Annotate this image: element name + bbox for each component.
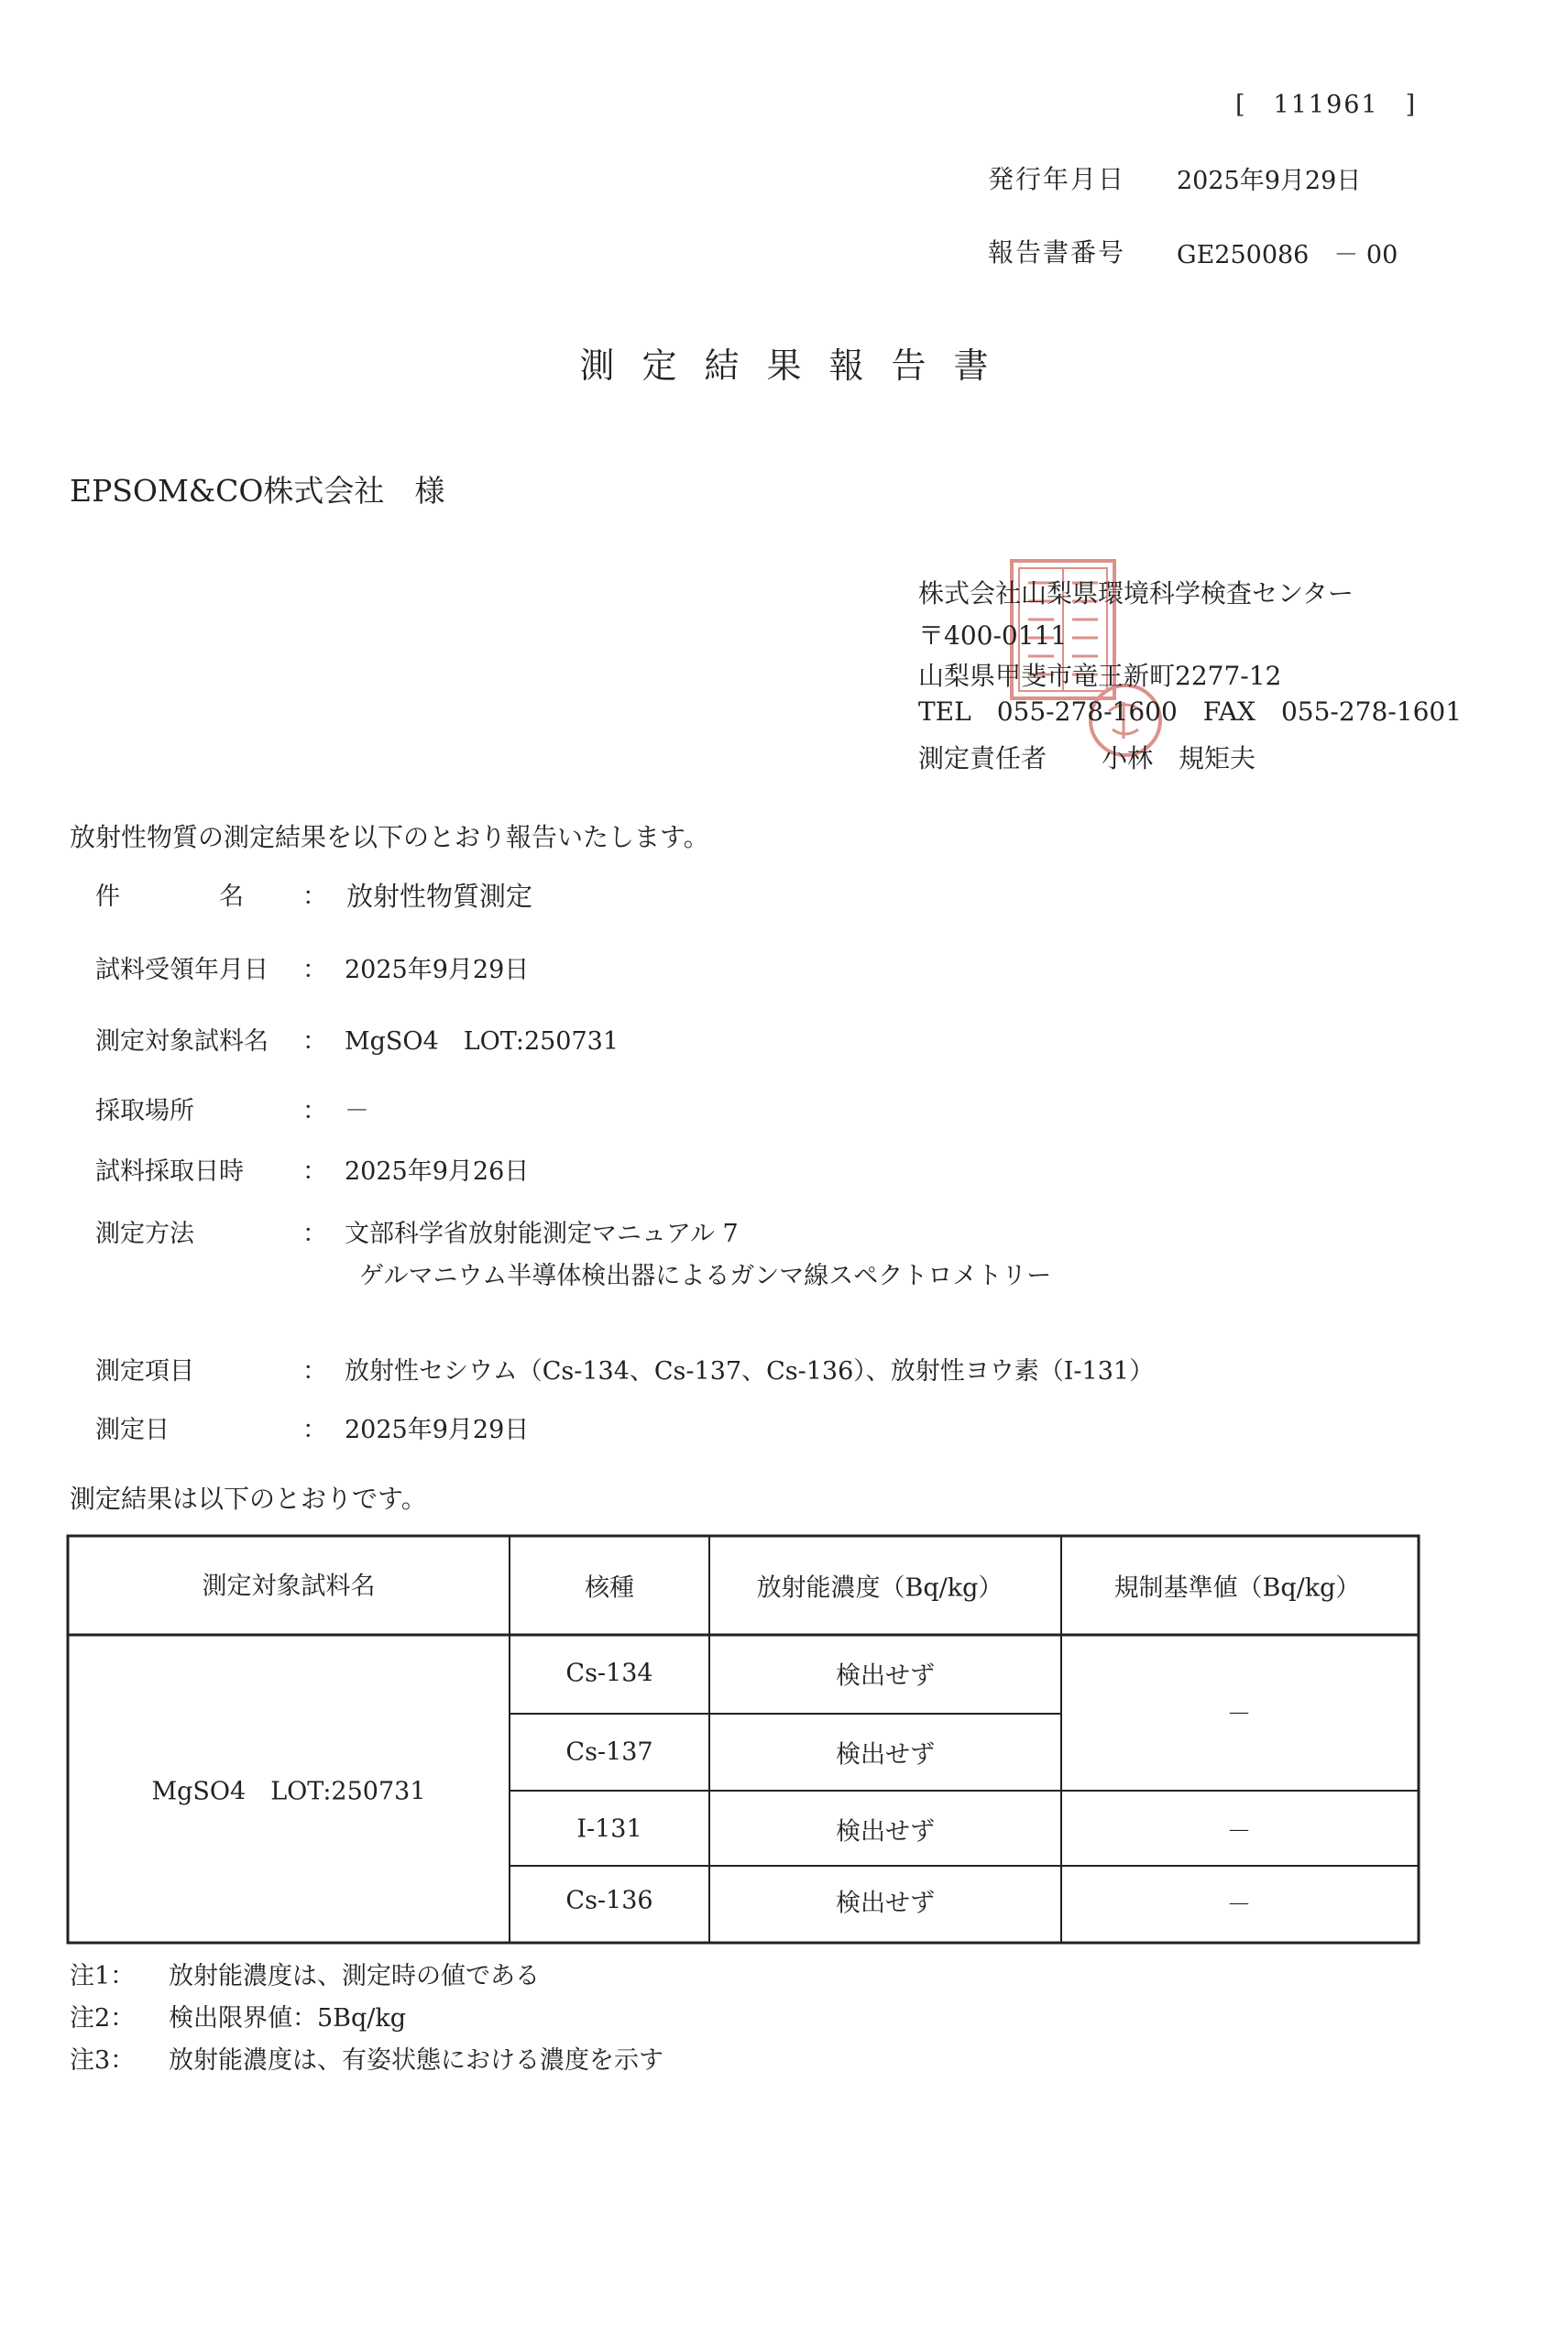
table-row-nuclide: Cs-136 (565, 1886, 653, 1915)
note-text: 放射能濃度は、有姿状態における濃度を示す (169, 2046, 663, 2075)
tel-label: TEL (918, 696, 971, 727)
sampling-date-colon: ： (302, 1157, 327, 1186)
table-sample-name: MgSO4 LOT:250731 (151, 1777, 426, 1806)
note-text: 放射能濃度は、測定時の値である (169, 1962, 540, 1990)
subject-colon: ： (302, 882, 327, 911)
location-label: 採取場所 (95, 1097, 194, 1125)
table-row-nuclide: Cs-137 (565, 1738, 653, 1767)
issue-date-label: 発行年月日 (988, 164, 1126, 194)
note-label: 注3： (70, 2046, 136, 2075)
method-label: 測定方法 (95, 1220, 194, 1248)
measurement-date-value: 2025年9月29日 (345, 1416, 530, 1444)
received-date-value: 2025年9月29日 (345, 956, 530, 984)
method-value-line-1: 文部科学省放射能測定マニュアル 7 (345, 1220, 739, 1248)
items-value: 放射性セシウム（Cs-134、Cs-137、Cs-136）、放射性ヨウ素（I-131） (345, 1357, 1155, 1386)
limit-cesium-136: － (1226, 1891, 1252, 1920)
issuer-name: 株式会社山梨県環境科学検査センター (918, 578, 1354, 608)
sampling-date-label: 試料採取日時 (95, 1157, 244, 1186)
received-date-label: 試料受領年月日 (95, 956, 269, 984)
sample-name-label: 測定対象試料名 (95, 1027, 269, 1056)
report-number: GE250086 － 00 (1177, 241, 1398, 269)
responsible-person-label: 測定責任者 (918, 743, 1047, 773)
issue-date: 2025年9月29日 (1177, 167, 1362, 195)
header-activity: 放射能濃度（Bq/kg） (756, 1573, 1003, 1603)
location-value: － (345, 1097, 369, 1125)
responsible-person: 小林 規矩夫 (1102, 743, 1256, 773)
limit-iodine: － (1226, 1817, 1252, 1847)
items-colon: ： (302, 1357, 327, 1386)
intro-text: 放射性物質の測定結果を以下のとおり報告いたします。 (70, 822, 709, 852)
issuer-address: 山梨県甲斐市竜王新町2277-12 (918, 661, 1282, 691)
table-row-activity: 検出せず (836, 1740, 935, 1770)
method-value-line-2: ゲルマニウム半導体検出器によるガンマ線スペクトロメトリー (359, 1262, 1052, 1290)
limit-cesium: － (1226, 1700, 1252, 1729)
fax-number: 055-278-1601 (1280, 696, 1463, 727)
note-text: 検出限界値：5Bq/kg (169, 2004, 407, 2033)
report-number-label: 報告書番号 (988, 237, 1126, 268)
method-colon: ： (302, 1220, 327, 1248)
note-label: 注2： (70, 2004, 136, 2033)
page-title: 測定結果報告書 (579, 345, 1016, 386)
measurement-date-label: 測定日 (95, 1416, 170, 1444)
received-date-colon: ： (302, 956, 327, 984)
subject-label: 件 名 (95, 882, 244, 911)
table-row-nuclide: Cs-134 (565, 1659, 653, 1688)
tel-number: 055-278-1600 (996, 696, 1178, 727)
recipient: EPSOM&CO株式会社 様 (70, 473, 445, 509)
table-row-nuclide: I-131 (576, 1814, 642, 1844)
header-nuclide: 核種 (585, 1573, 634, 1603)
results-intro-text: 測定結果は以下のとおりです。 (70, 1484, 427, 1514)
note-label: 注1： (70, 1962, 136, 1990)
sample-name-value: MgSO4 LOT:250731 (345, 1027, 620, 1056)
measurement-date-colon: ： (302, 1416, 327, 1444)
items-label: 測定項目 (95, 1357, 194, 1386)
table-row-activity: 検出せず (836, 1817, 935, 1847)
subject-value: 放射性物質測定 (346, 881, 533, 912)
sample-name-colon: ： (302, 1027, 327, 1056)
header-sample-name: 測定対象試料名 (202, 1572, 376, 1601)
header-limit: 規制基準値（Bq/kg） (1113, 1573, 1361, 1603)
table-row-activity: 検出せず (836, 1889, 935, 1918)
location-colon: ： (302, 1097, 327, 1125)
issuer-postal-code: 〒400-0111 (918, 620, 1068, 651)
table-row-activity: 検出せず (836, 1661, 935, 1691)
fax-label: FAX (1202, 696, 1255, 727)
document-id: [ 111961 ] (1235, 91, 1418, 119)
sampling-date-value: 2025年9月26日 (345, 1157, 530, 1186)
